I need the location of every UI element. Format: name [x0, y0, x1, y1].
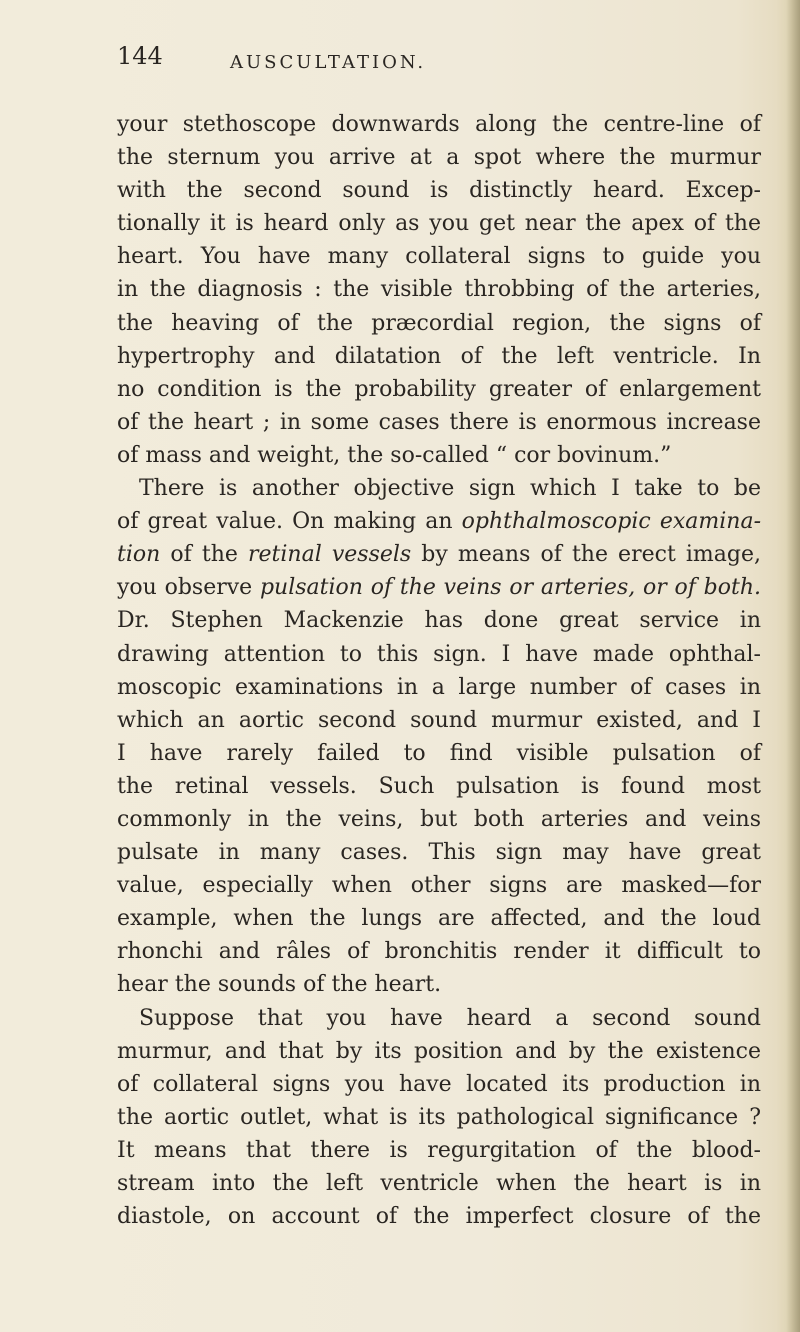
page-header: [0, 42, 800, 82]
text-line: heart. You have many collateral signs to guide you: [117, 244, 761, 270]
text-line: tionally it is heard only as you get near the apex of the: [117, 211, 761, 237]
text-line: no condition is the probability greater of enlargement: [117, 376, 761, 402]
text-line: your stethoscope downwards along the centre-line of: [117, 112, 761, 137]
text-line: of great value. On making an ophthalmoscopic examina-: [117, 509, 761, 535]
text-line: stream into the left ventricle when the heart is in: [117, 1171, 761, 1196]
text-line: hear the sounds of the heart.: [117, 972, 442, 998]
text-line: of the heart ; in some cases there is enormous increase: [117, 409, 761, 435]
text-line: value, especially when other signs are masked—for: [117, 873, 761, 899]
text-line: diastole, on account of the imperfect closure of the: [117, 1204, 761, 1230]
text-line: of collateral signs you have located its production in: [117, 1071, 761, 1097]
page-number: 144: [117, 42, 163, 70]
text-line: drawing attention to this sign. I have made ophthal-: [117, 641, 761, 667]
text-line: I have rarely failed to find visible pulsation of: [117, 740, 761, 766]
paragraph-start-line: There is another objective sign which I take to be: [139, 476, 761, 502]
running-head: AUSCULTATION.: [230, 52, 427, 73]
page-edge-shadow: [786, 0, 800, 1332]
text-line: the aortic outlet, what is its pathological significance ?: [117, 1104, 761, 1130]
text-line: murmur, and that by its position and by the existence: [117, 1038, 761, 1064]
text-line: hypertrophy and dilatation of the left ventricle. In: [117, 343, 761, 369]
body-text: [117, 108, 761, 1233]
text-line: which an aortic second sound murmur existed, and I: [117, 707, 761, 733]
paragraph-start-line: Suppose that you have heard a second sound: [139, 1005, 761, 1031]
text-line: rhonchi and râles of bronchitis render it difficult to: [117, 939, 761, 965]
text-line: Dr. Stephen Mackenzie has done great service in: [117, 608, 761, 634]
text-line: example, when the lungs are affected, and the loud: [117, 906, 761, 932]
text-line: tion of the retinal vessels by means of the erect image,: [117, 542, 761, 568]
text-line: the heaving of the præcordial region, the signs of: [117, 310, 761, 336]
text-line: commonly in the veins, but both arteries and veins: [117, 806, 761, 832]
text-line: pulsate in many cases. This sign may have great: [117, 840, 761, 866]
text-line: the sternum you arrive at a spot where the murmur: [117, 145, 761, 171]
text-line: of mass and weight, the so-called “ cor bovinum.”: [117, 442, 672, 468]
text-line: in the diagnosis : the visible throbbing of the arteries,: [117, 277, 761, 303]
text-line: you observe pulsation of the veins or arteries, or of both.: [117, 575, 761, 601]
text-line: the retinal vessels. Such pulsation is found most: [117, 773, 761, 799]
text-line: moscopic examinations in a large number of cases in: [117, 674, 761, 700]
text-line: with the second sound is distinctly heard. Excep-: [117, 178, 761, 204]
text-line: It means that there is regurgitation of the blood-: [117, 1137, 761, 1163]
